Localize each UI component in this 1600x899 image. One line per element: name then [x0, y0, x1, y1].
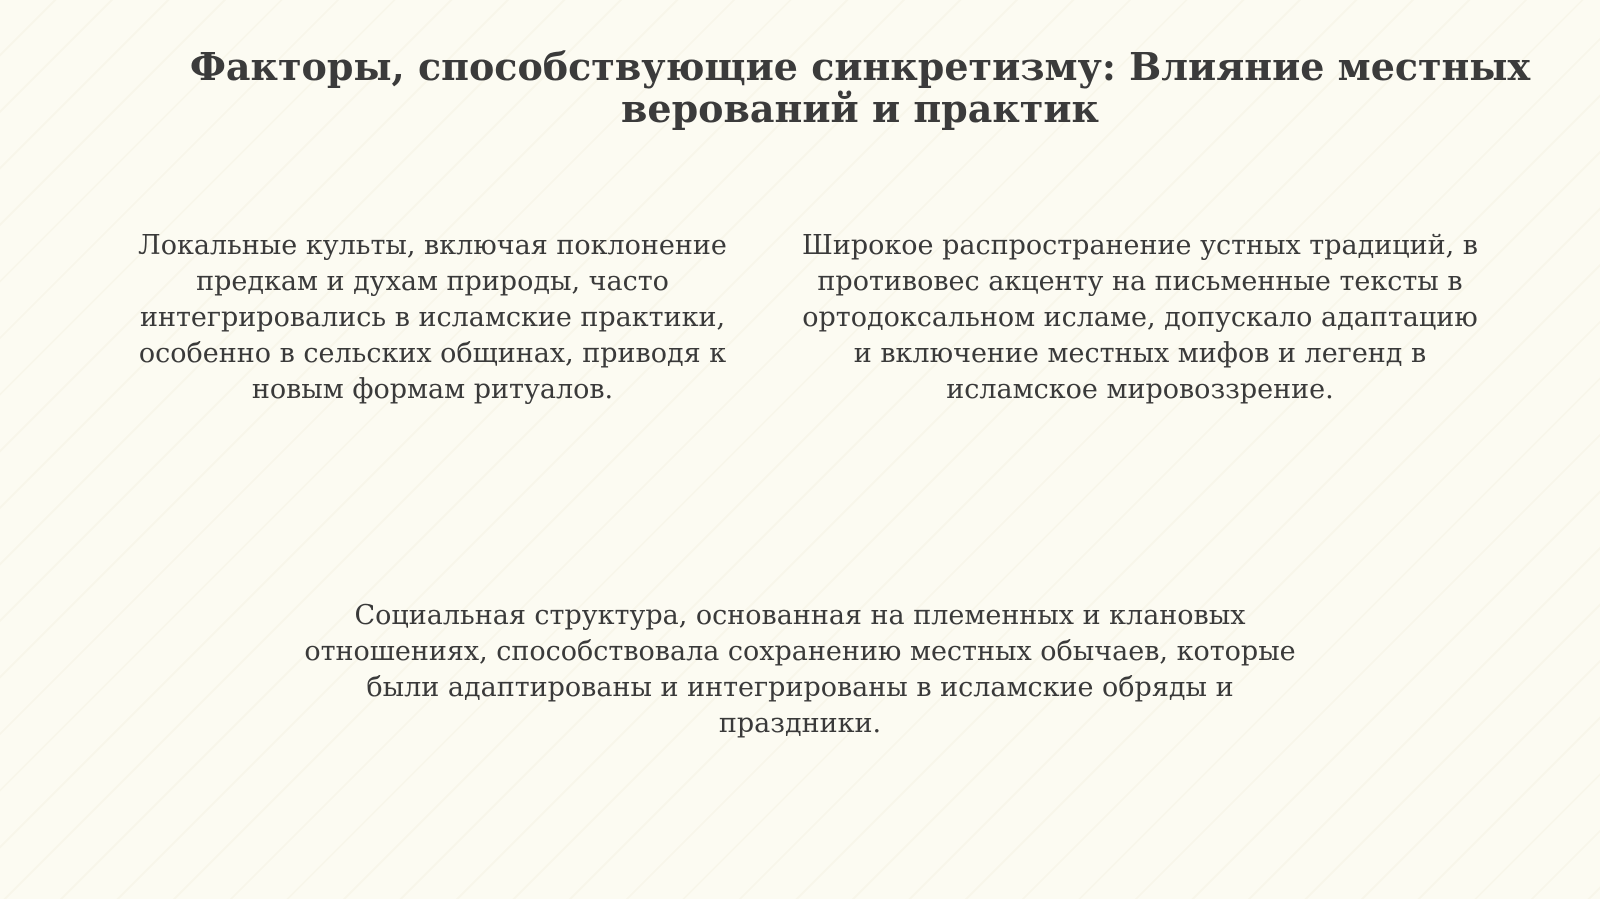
- paragraph-social-structure: Социальная структура, основанная на племенных и клановых отношениях, способствовала сохранению местных обычаев, которые были адаптированы и интегрированы в исламские обряды и праздники.: [304, 600, 1296, 739]
- slide-title: Факторы, способствующие синкретизму: Влияние местных верований и практик: [189, 44, 1531, 131]
- paragraph-local-cults: Локальные культы, включая поклонение предкам и духам природы, часто интегрировались в исламские практики, особенно в сельских общинах, приводя к новым формам ритуалов.: [138, 230, 727, 405]
- paragraph-oral-traditions: Широкое распространение устных традиций, в противовес акценту на письменные тексты в ортодоксальном исламе, допускало адаптацию и включение местных мифов и легенд в исламское мировоззрение.: [802, 230, 1478, 405]
